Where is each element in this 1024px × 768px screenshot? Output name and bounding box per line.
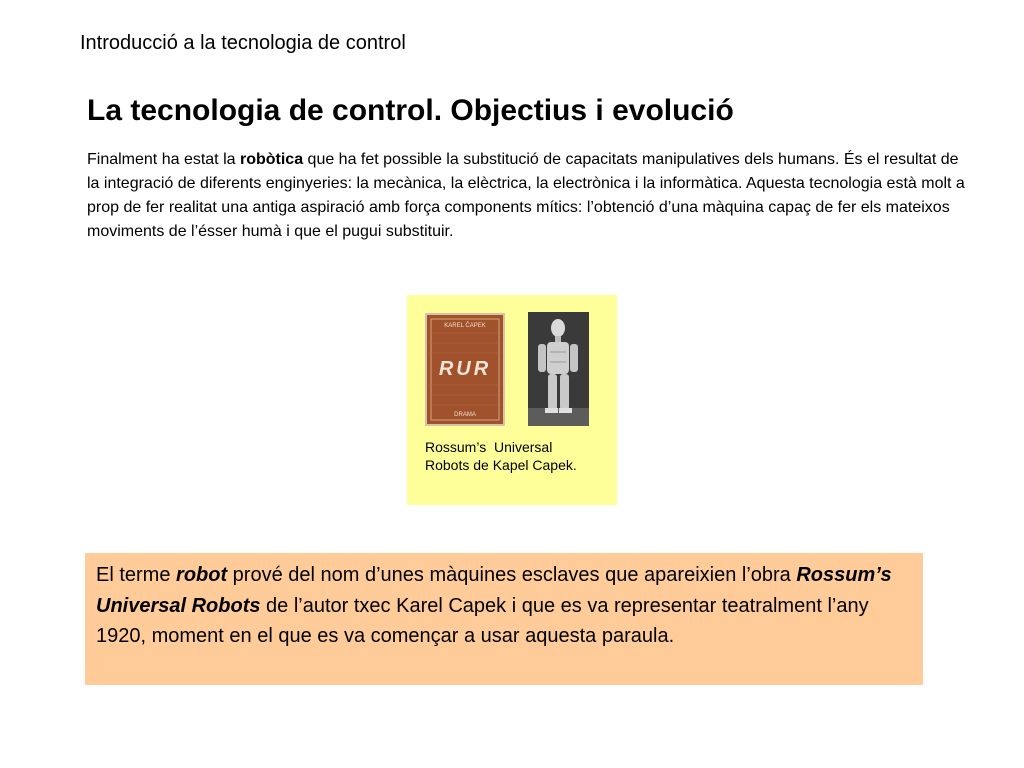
book-subtitle-text: DRAMA — [454, 412, 476, 418]
note-paragraph — [96, 560, 896, 652]
intro-text-before: Finalment ha estat la — [87, 151, 240, 168]
robot-photo — [528, 312, 589, 426]
slide-title: La tecnologia de control. Objectius i evolució — [87, 94, 734, 127]
caption-line-2: Robots de Kapel Capek. — [425, 457, 577, 473]
intro-paragraph — [87, 148, 967, 244]
caption-line-1: Rossum’s Universal — [425, 439, 553, 455]
book-author-text: KAREL ČAPEK — [444, 323, 486, 329]
note-text-part-3: de l’autor txec Karel Capek i que es va representar teatralment l’any 1920, moment en el que es va començar a usar aquesta paraula. — [96, 594, 869, 647]
note-term-robot: robot — [176, 564, 228, 586]
note-text-part-2: prové del nom d’unes màquines esclaves que apareixien l’obra — [227, 564, 797, 586]
intro-text-after: que ha fet possible la substitució de capacitats manipulatives dels humans. És el resultat de la integració de diferents enginyeries: la mecànica, la elèctrica, la electrònica i la informàtica. Aquesta tecnologia està molt a prop de fer realitat una antiga aspiració amb força components mítics: l’obtenció d’una màquina capaç de fer els mateixos moviments de l’ésser humà i que el pugui substituir. — [87, 151, 965, 240]
intro-bold-term: robòtica — [239, 151, 304, 168]
robot-term-note — [85, 553, 923, 685]
rur-book-cover-image — [425, 313, 505, 426]
figure-caption — [425, 438, 615, 474]
presentation-header: Introducció a la tecnologia de control — [80, 32, 406, 54]
figure-panel — [407, 295, 617, 505]
note-text-part-1: El terme — [96, 564, 177, 586]
note-work-title: Rossum’s Universal Robots — [96, 564, 892, 617]
book-title-text: RUR — [438, 358, 492, 380]
